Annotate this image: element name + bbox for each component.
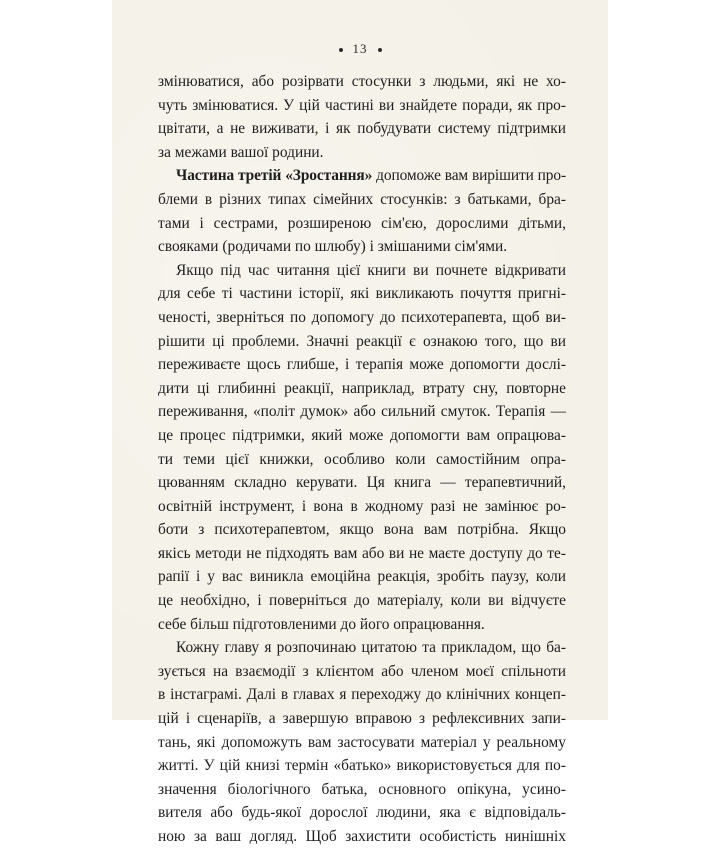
text-line: змінюватися, або розірвати стосунки з людьми, які не хо- <box>158 73 566 90</box>
text-line: дити ці глибинні реакції, наприклад, втрату сну, повторне <box>158 379 566 397</box>
page-number: 13 <box>352 41 368 56</box>
book-page <box>112 0 608 845</box>
text-line: це необхідно, і поверніться до матеріалу, коли ви відчуєте <box>158 592 566 610</box>
text-line: в інстаграмі. Далі в главах я переходжу до клінічних концеп- <box>158 686 566 704</box>
text-line: переживаєте щось глибше, і терапія може допомогти дослі- <box>158 356 566 374</box>
text-line: за межами вашої родини. <box>158 143 324 161</box>
text-line: зується на взаємодії з клієнтом або членом моєї спільноти <box>158 662 566 680</box>
bullet-left-icon <box>339 48 343 52</box>
text-line: цвітати, а не виживати, і як побудувати систему підтримки <box>158 120 566 138</box>
text-fragment: допоможе вам вирішити про- <box>372 167 566 185</box>
text-line: переживання, «політ думок» або сильний смуток. Терапія — <box>158 403 566 421</box>
text-line: Кожну главу я розпочинаю цитатою та прикладом, що ба- <box>176 639 566 657</box>
text-line: вителя або будь-якої дорослої людини, яка є відповідаль- <box>158 804 566 822</box>
body-text <box>158 70 566 849</box>
text-line: цюванням складно керувати. Ця книга — терапевтичний, <box>158 474 566 492</box>
text-line: ченості, зверніться по допомогу до психотерапевта, щоб ви- <box>158 308 566 326</box>
bullet-right-icon <box>378 48 382 52</box>
text-line: боти з психотерапевтом, якщо вона вам потрібна. Якщо <box>158 521 566 539</box>
text-line: свояками (родичами по шлюбу) і змішаними сім'ями. <box>158 238 508 256</box>
text-line: це процес підтримки, який може допомогти вам опрацюва- <box>158 426 566 444</box>
text-line: ти теми цієї книжки, особливо коли самостійним опра- <box>158 450 566 468</box>
text-line: чуть змінюватися. У цій частині ви знайдете поради, як про- <box>158 96 566 114</box>
text-line: якісь методи не підходять вам або ви не маєте доступу до те- <box>158 544 566 562</box>
text-line: житті. У цій книзі термін «батько» використовується для по- <box>158 757 566 775</box>
text-line: тань, які допоможуть вам застосувати матеріал у реальному <box>158 733 566 751</box>
text-line: освітній інструмент, і вона в жодному разі не замінює ро- <box>158 497 566 515</box>
text-line: рапії і у вас виникла емоційна реакція, зробіть паузу, коли <box>158 568 566 586</box>
text-line: тами і сестрами, розширеною сім'єю, дорослими дітьми, <box>158 214 566 232</box>
text-line: Якщо під час читання цієї книги ви почнете відкривати <box>176 261 566 279</box>
text-line <box>158 164 566 188</box>
page-header <box>112 41 608 57</box>
text-line: цій і сценаріїв, а завершую вправою з рефлексивних запи- <box>158 710 566 728</box>
text-line: себе більш підготовленими до його опрацювання. <box>158 615 485 633</box>
text-line: значення біологічного батька, основного опікуна, усино- <box>158 780 566 798</box>
text-line: для себе ті частини історії, які викликають почуття пригні- <box>158 285 566 303</box>
text-line: блеми в різних типах сімейних стосунків: з батьками, бра- <box>158 190 566 208</box>
text-line: рішити ці проблеми. Значні реакції є ознакою того, що ви <box>158 332 566 350</box>
part-three-heading: Частина третій «Зростання» <box>176 167 373 185</box>
text-line: ною за ваш догляд. Щоб захистити особистість нинішніх <box>158 828 566 845</box>
